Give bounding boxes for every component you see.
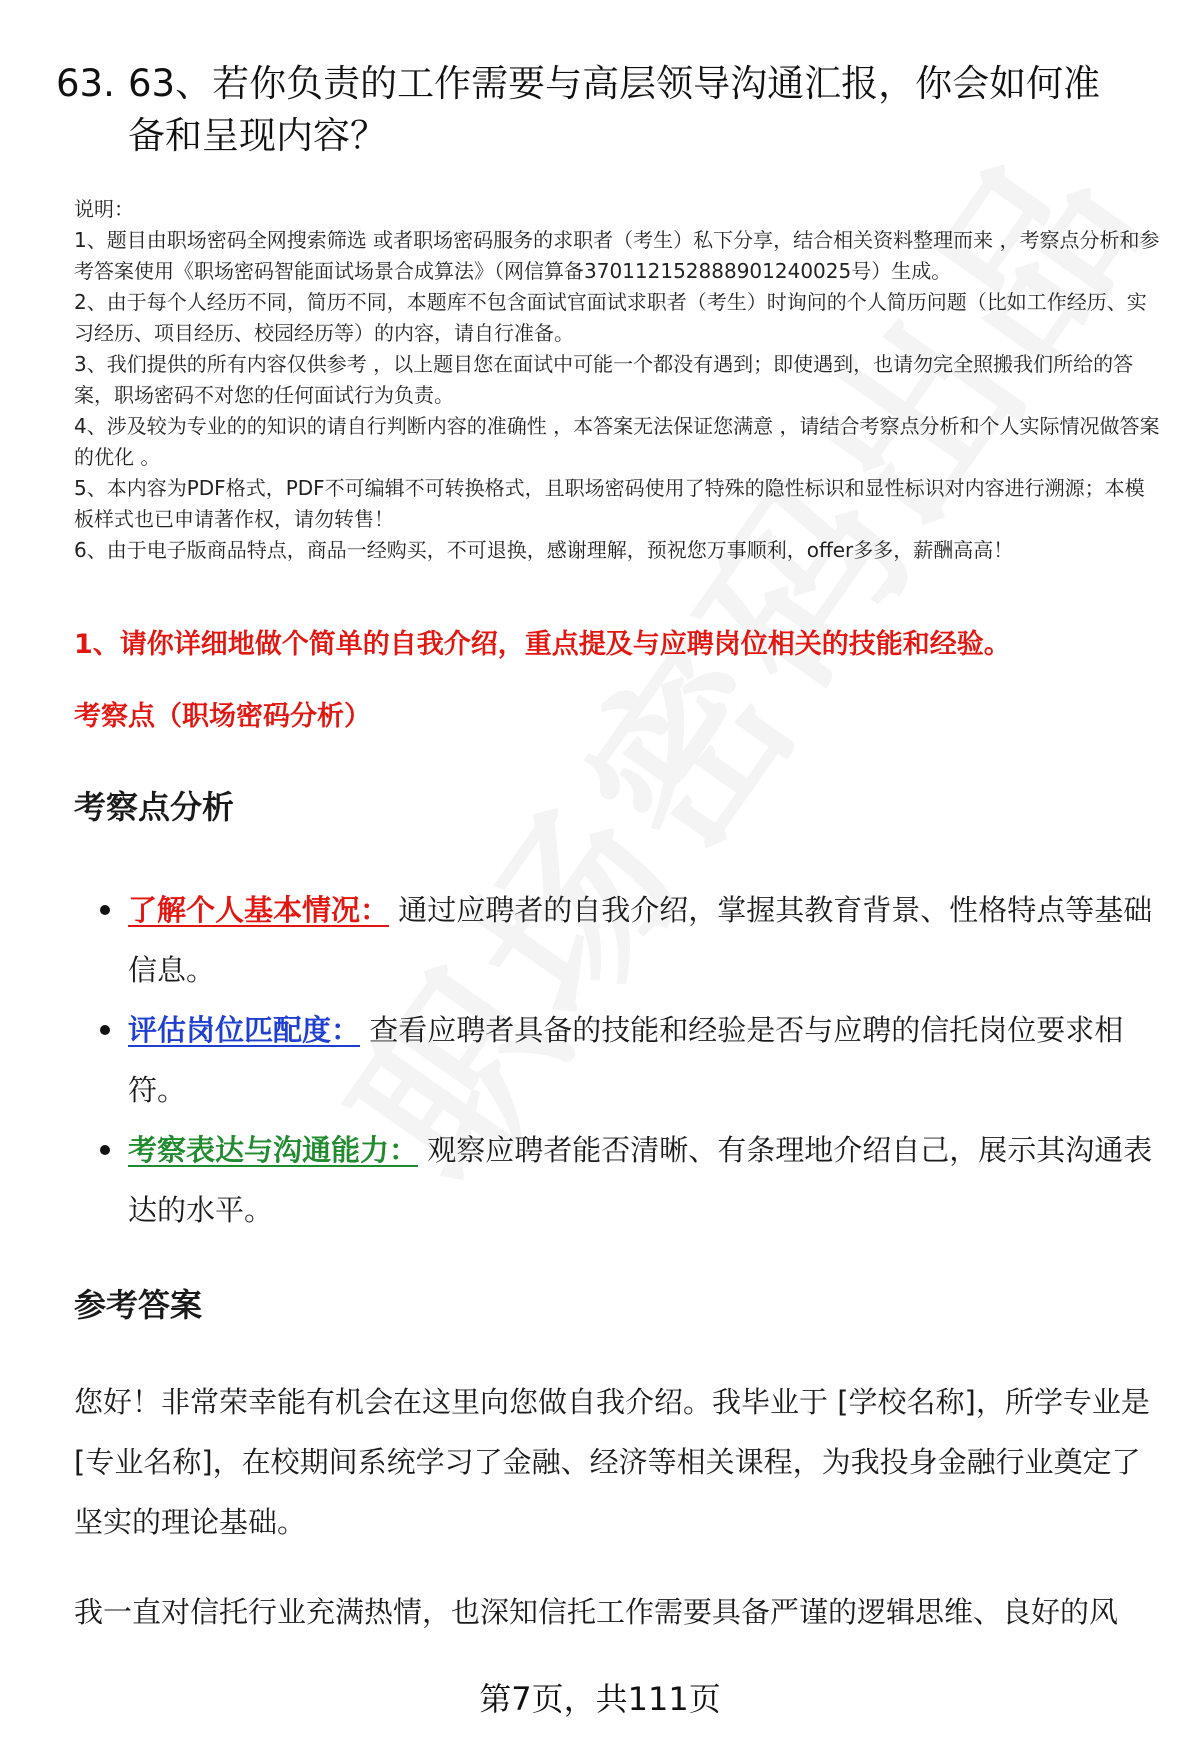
analysis-heading: 考察点分析: [74, 788, 235, 826]
bullet-dot-icon: [100, 1025, 110, 1035]
answer-paragraph: 我一直对信托行业充满热情，也深知信托工作需要具备严谨的逻辑思维、良好的风: [74, 1595, 1119, 1629]
bullet-keyword: 了解个人基本情况：: [128, 893, 390, 927]
bullet-dot-icon: [100, 1145, 110, 1155]
question-title: [56, 58, 1156, 162]
page-footer: 第7页，共111页: [479, 1680, 721, 1718]
bullet-text: 通过应聘者的自我介绍，掌握其教育背景、性格特点等基础信息。: [128, 893, 1153, 987]
analysis-label: 考察点（职场密码分析）: [74, 701, 371, 732]
analysis-bullet: [100, 1000, 1160, 1120]
answer-body: [74, 1372, 1154, 1672]
analysis-bullet: [100, 1120, 1160, 1240]
question-number: 63.: [56, 62, 115, 105]
answer-heading: 参考答案: [74, 1286, 203, 1324]
notes-item: 4、涉及较为专业的的知识的请自行判断内容的准确性 ，本答案无法保证您满意 ，请结合考察点分析和个人实际情况做答案的优化 。: [74, 414, 1160, 469]
notes-item: 2、由于每个人经历不同，简历不同，本题库不包含面试官面试求职者（考生）时询问的个人简历问题（比如工作经历、实习经历、项目经历、校园经历等）的内容，请自行准备。: [74, 290, 1147, 345]
bullet-keyword: 考察表达与沟通能力：: [128, 1133, 419, 1167]
notes-item: 1、题目由职场密码全网搜索筛选 或者职场密码服务的求职者（考生）私下分享，结合相关资料整理而来 ，考察点分析和参考答案使用《职场密码智能面试场景合成算法》（网信算备370112152888901240025号）生成。: [74, 228, 1160, 283]
sub-question: 1、请你详细地做个简单的自我介绍，重点提及与应聘岗位相关的技能和经验。: [74, 629, 1011, 660]
question-text: 63、若你负责的工作需要与高层领导沟通汇报，你会如何准备和呈现内容？: [128, 62, 1101, 157]
answer-paragraph: 您好！非常荣幸能有机会在这里向您做自我介绍。我毕业于 [学校名称]，所学专业是 [专业名称]，在校期间系统学习了金融、经济等相关课程，为我投身金融行业奠定了坚实的理论基础。: [74, 1385, 1150, 1539]
bullet-dot-icon: [100, 905, 110, 915]
analysis-bullet-list: [100, 880, 1160, 1240]
notes-item: 3、我们提供的所有内容仅供参考 ，以上题目您在面试中可能一个都没有遇到；即使遇到，也请勿完全照搬我们所给的答案，职场密码不对您的任何面试行为负责。: [74, 352, 1134, 407]
notes-item: 6、由于电子版商品特点，商品一经购买，不可退换，感谢理解，预祝您万事顺利，offer多多，薪酬高高！: [74, 538, 1014, 562]
notes-item: 5、本内容为PDF格式，PDF不可编辑不可转换格式，且职场密码使用了特殊的隐性标识和显性标识对内容进行溯源；本模板样式也已申请著作权，请勿转售！: [74, 476, 1145, 531]
bullet-text: 观察应聘者能否清晰、有条理地介绍自己，展示其沟通表达的水平。: [128, 1133, 1153, 1227]
notes-heading: 说明：: [74, 197, 134, 221]
bullet-text: 查看应聘者具备的技能和经验是否与应聘的信托岗位要求相符。: [128, 1013, 1124, 1107]
bullet-keyword: 评估岗位匹配度：: [128, 1013, 361, 1047]
analysis-bullet: [100, 880, 1160, 1000]
notes-block: [74, 194, 1160, 566]
